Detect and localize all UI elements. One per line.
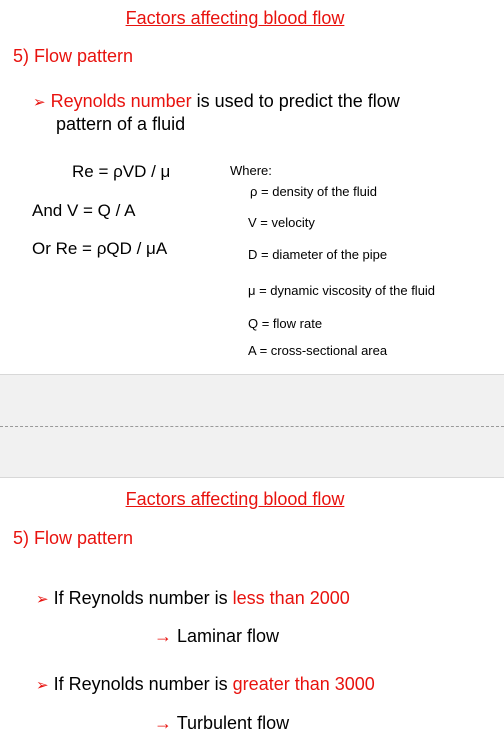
bullet-reynolds — [33, 91, 400, 112]
result-text: Laminar flow — [177, 626, 280, 646]
result-text: Turbulent flow — [176, 713, 290, 733]
reynolds-highlight: Reynolds number — [50, 91, 192, 111]
bullet-arrow-icon: ➢ — [36, 591, 49, 608]
slide-title: Factors affecting blood flow — [125, 8, 345, 28]
bullet-prefix: If Reynolds number is — [53, 588, 233, 608]
where-item: V = velocity — [248, 215, 315, 230]
threshold-highlight: less than 2000 — [232, 588, 350, 608]
right-arrow-icon: → — [154, 626, 172, 646]
result-laminar — [154, 626, 279, 647]
bullet-arrow-icon: ➢ — [36, 677, 49, 694]
bullet-turbulent — [36, 674, 375, 695]
section-heading: 5) Flow pattern — [13, 46, 134, 66]
equation-re-q: Or Re = ρQD / μA — [32, 239, 168, 258]
bullet-laminar — [36, 588, 350, 609]
equation-re: Re = ρVD / μ — [72, 162, 171, 181]
slide-2 — [0, 478, 504, 748]
where-item: Q = flow rate — [248, 316, 323, 331]
where-label: Where: — [230, 163, 272, 178]
slide-title: Factors affecting blood flow — [125, 489, 345, 509]
bullet-prefix: If Reynolds number is — [53, 674, 233, 694]
bullet-text-line1: is used to predict the flow — [191, 91, 400, 111]
section-heading: 5) Flow pattern — [13, 528, 134, 548]
bullet-text-line2: pattern of a fluid — [56, 114, 186, 134]
bullet-arrow-icon: ➢ — [33, 94, 46, 111]
result-turbulent — [154, 713, 289, 734]
slide-gap — [0, 374, 504, 478]
where-item: D = diameter of the pipe — [248, 247, 388, 262]
page-break-divider — [0, 426, 504, 427]
equation-v: And V = Q / A — [32, 201, 136, 220]
where-item: A = cross-sectional area — [248, 343, 388, 358]
threshold-highlight: greater than 3000 — [232, 674, 375, 694]
where-item: ρ = density of the fluid — [250, 184, 377, 199]
where-item: μ = dynamic viscosity of the fluid — [248, 283, 436, 298]
right-arrow-icon: → — [154, 713, 172, 733]
